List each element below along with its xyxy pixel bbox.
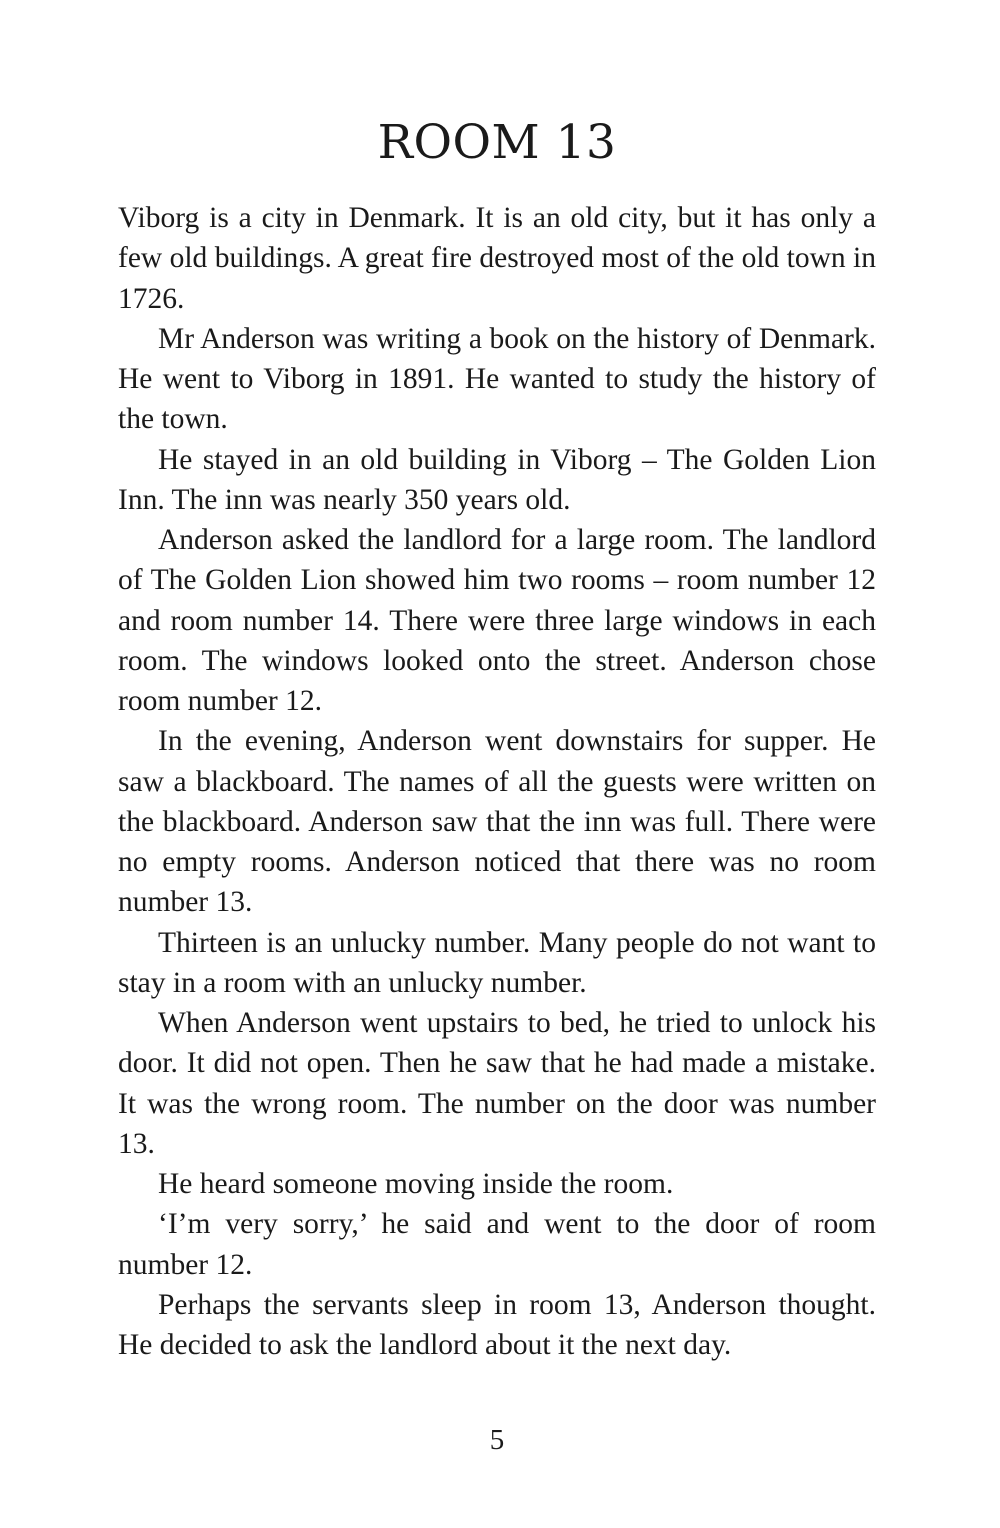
chapter-body [118, 198, 876, 1365]
book-page [118, 0, 876, 1528]
page-number: 5 [489, 1424, 505, 1456]
chapter-title: ROOM 13 [377, 115, 617, 170]
paragraph: Perhaps the servants sleep in room 13, Anderson thought. He decided to ask the landlord about it the next day. [118, 1288, 876, 1361]
paragraph: When Anderson went upstairs to bed, he tried to unlock his door. It did not open. Then he saw that he had made a mistake. It was the wrong room. The number on the door was number 13. [118, 1007, 876, 1160]
paragraph: Thirteen is an unlucky number. Many people do not want to stay in a room with an unlucky number. [118, 926, 876, 999]
paragraph: Anderson asked the landlord for a large room. The landlord of The Golden Lion showed him two rooms – room number 12 and room number 14. There were three large windows in each room. The windows looked onto the street. Anderson chose room number 12. [118, 524, 876, 717]
paragraph: Viborg is a city in Denmark. It is an old city, but it has only a few old buildings. A great fire destroyed most of the old town in 1726. [118, 202, 876, 315]
paragraph: He heard someone moving inside the room. [158, 1168, 674, 1200]
paragraph: Mr Anderson was writing a book on the history of Denmark. He went to Viborg in 1891. He wanted to study the history of the town. [118, 322, 876, 436]
paragraph: In the evening, Anderson went downstairs for supper. He saw a blackboard. The names of all the guests were written on the blackboard. Anderson saw that the inn was full. There were no empty rooms. Anderson noticed that there was no room number 13. [118, 725, 876, 919]
paragraph: ‘I’m very sorry,’ he said and went to the door of room number 12. [118, 1208, 876, 1281]
paragraph: He stayed in an old building in Viborg – The Golden Lion Inn. The inn was nearly 350 years old. [118, 443, 876, 516]
